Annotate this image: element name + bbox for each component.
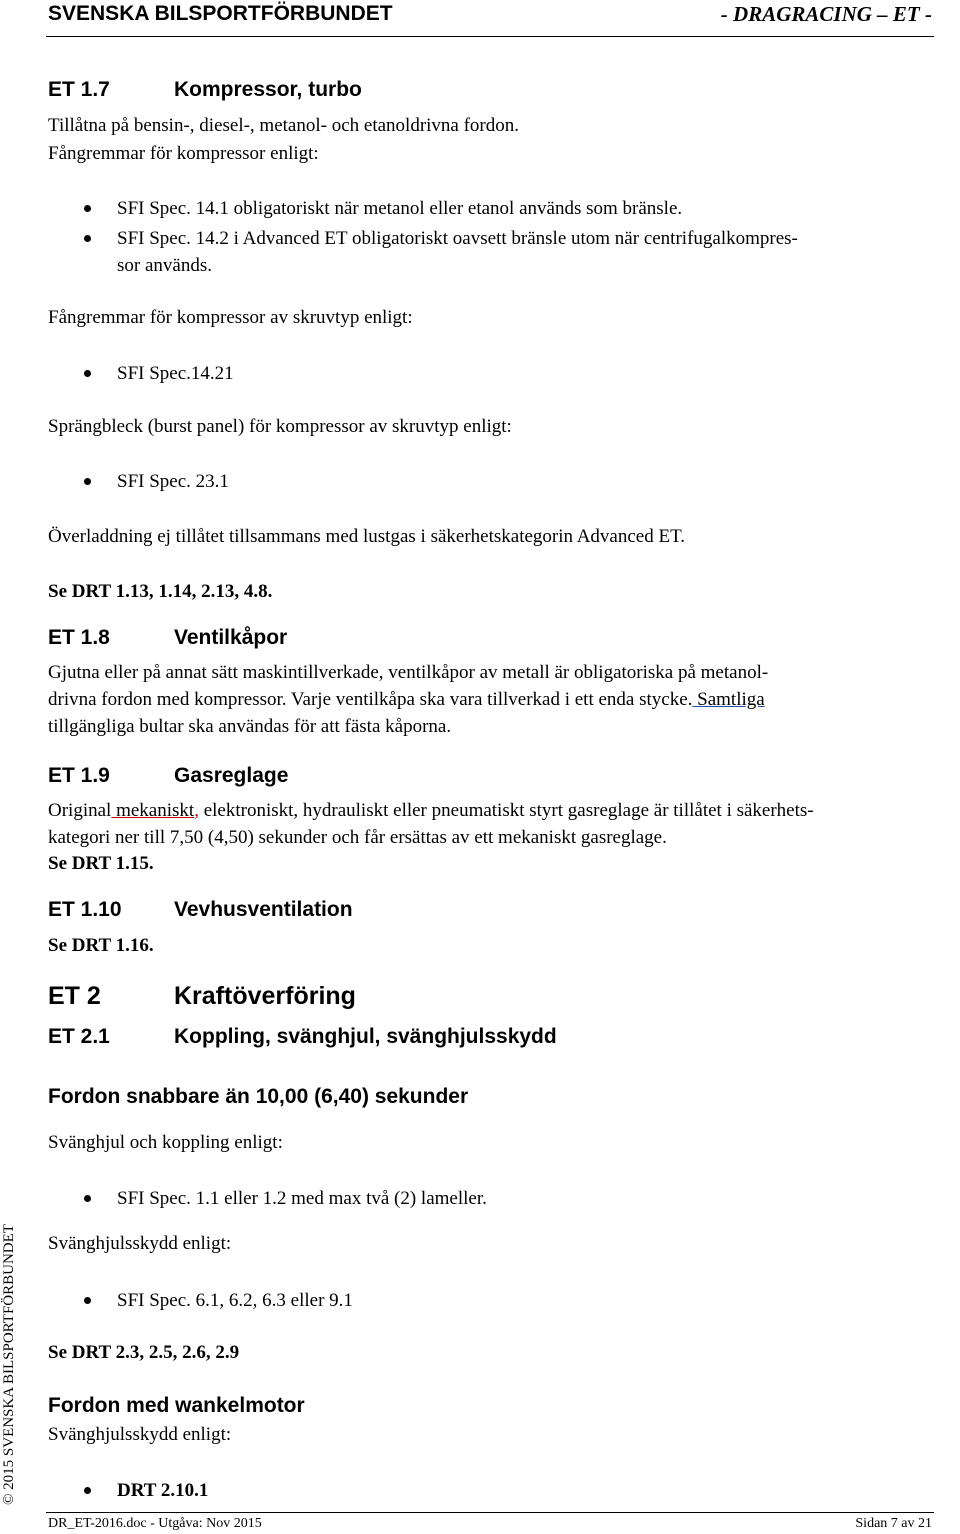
reference-link[interactable]: Se DRT 1.15.	[48, 853, 154, 874]
bullet-icon	[84, 370, 91, 377]
bullet-icon	[84, 1297, 91, 1304]
paragraph: Svänghjulsskydd enligt:	[48, 1424, 232, 1445]
paragraph: Tillåtna på bensin-, diesel-, metanol- och etanoldrivna fordon.	[48, 115, 520, 136]
section-number-et21: ET 2.1	[48, 1025, 110, 1048]
header-organization: SVENSKA BILSPORTFÖRBUNDET	[48, 2, 393, 25]
bullet-icon	[84, 1487, 91, 1494]
list-item: SFI Spec. 14.2 i Advanced ET obligatoriskt oavsett bränsle utom när centrifugalkompres-	[117, 228, 798, 249]
section-title-et18: Ventilkåpor	[174, 626, 288, 649]
paragraph	[48, 686, 932, 713]
list-item: SFI Spec. 6.1, 6.2, 6.3 eller 9.1	[117, 1290, 353, 1311]
section-number-et17: ET 1.7	[48, 78, 110, 101]
section-title-et19: Gasreglage	[174, 764, 289, 787]
header-section: - DRAGRACING – ET -	[720, 2, 932, 26]
footer-page-number: Sidan 7 av 21	[855, 1516, 932, 1531]
paragraph-text: drivna fordon med kompressor. Varje ventilkåpa ska vara tillverkad i ett enda stycke.	[48, 689, 693, 710]
paragraph: Svänghjulsskydd enligt:	[48, 1233, 232, 1254]
paragraph: kategori ner till 7,50 (4,50) sekunder och får ersättas av ett mekaniskt gasreglage.	[48, 827, 667, 848]
paragraph: Gjutna eller på annat sätt maskintillverkade, ventilkåpor av metall är obligatoriska på metanol-	[48, 662, 769, 683]
paragraph: Sprängbleck (burst panel) för kompressor av skruvtyp enligt:	[48, 416, 512, 437]
section-number-et110: ET 1.10	[48, 898, 122, 921]
footer-document-info: DR_ET-2016.doc - Utgåva: Nov 2015	[48, 1516, 262, 1531]
list-item: SFI Spec.14.21	[117, 363, 234, 384]
list-item-reference[interactable]: DRT 2.10.1	[117, 1480, 209, 1501]
paragraph-text: Original	[48, 800, 112, 821]
section-title-et110: Vevhusventilation	[174, 898, 353, 921]
paragraph: Överladdning ej tillåtet tillsammans med lustgas i säkerhetskategorin Advanced ET.	[48, 526, 686, 547]
list-item: SFI Spec. 23.1	[117, 471, 229, 492]
paragraph-text: elektroniskt, hydrauliskt eller pneumatiskt styrt gasreglage är tillåtet i säkerhets-	[198, 800, 814, 821]
reference-link[interactable]: Se DRT 2.3, 2.5, 2.6, 2.9	[48, 1342, 240, 1363]
section-number-et18: ET 1.8	[48, 626, 110, 649]
revision-mark: mekaniskt	[111, 800, 195, 821]
revision-mark: ,	[194, 800, 199, 821]
header-divider	[46, 36, 934, 37]
bullet-icon	[84, 205, 91, 212]
bullet-icon	[84, 478, 91, 485]
section-number-et19: ET 1.9	[48, 764, 110, 787]
side-copyright: © 2015 SVENSKA BILSPORTFÖRBUNDET	[1, 1224, 17, 1505]
paragraph: Fångremmar för kompressor enligt:	[48, 143, 319, 164]
footer-divider	[46, 1512, 934, 1513]
section-title-et21: Koppling, svänghjul, svänghjulsskydd	[174, 1025, 557, 1048]
paragraph: Svänghjul och koppling enligt:	[48, 1132, 283, 1153]
paragraph: Fångremmar för kompressor av skruvtyp enligt:	[48, 307, 413, 328]
paragraph	[48, 797, 932, 824]
section-title-et17: Kompressor, turbo	[174, 78, 362, 101]
paragraph: tillgängliga bultar ska användas för att fästa kåporna.	[48, 716, 452, 737]
chapter-number-et2: ET 2	[48, 982, 101, 1010]
reference-link[interactable]: Se DRT 1.16.	[48, 935, 154, 956]
list-item-continuation: sor används.	[117, 255, 212, 276]
list-item: SFI Spec. 1.1 eller 1.2 med max två (2) lameller.	[117, 1188, 487, 1209]
bullet-icon	[84, 235, 91, 242]
bullet-icon	[84, 1195, 91, 1202]
revision-mark: Samtliga	[692, 689, 765, 710]
subheading: Fordon snabbare än 10,00 (6,40) sekunder	[48, 1085, 469, 1108]
chapter-title-et2: Kraftöverföring	[174, 982, 356, 1010]
list-item: SFI Spec. 14.1 obligatoriskt när metanol eller etanol används som bränsle.	[117, 198, 683, 219]
subheading: Fordon med wankelmotor	[48, 1394, 305, 1417]
reference-link[interactable]: Se DRT 1.13, 1.14, 2.13, 4.8.	[48, 581, 273, 602]
